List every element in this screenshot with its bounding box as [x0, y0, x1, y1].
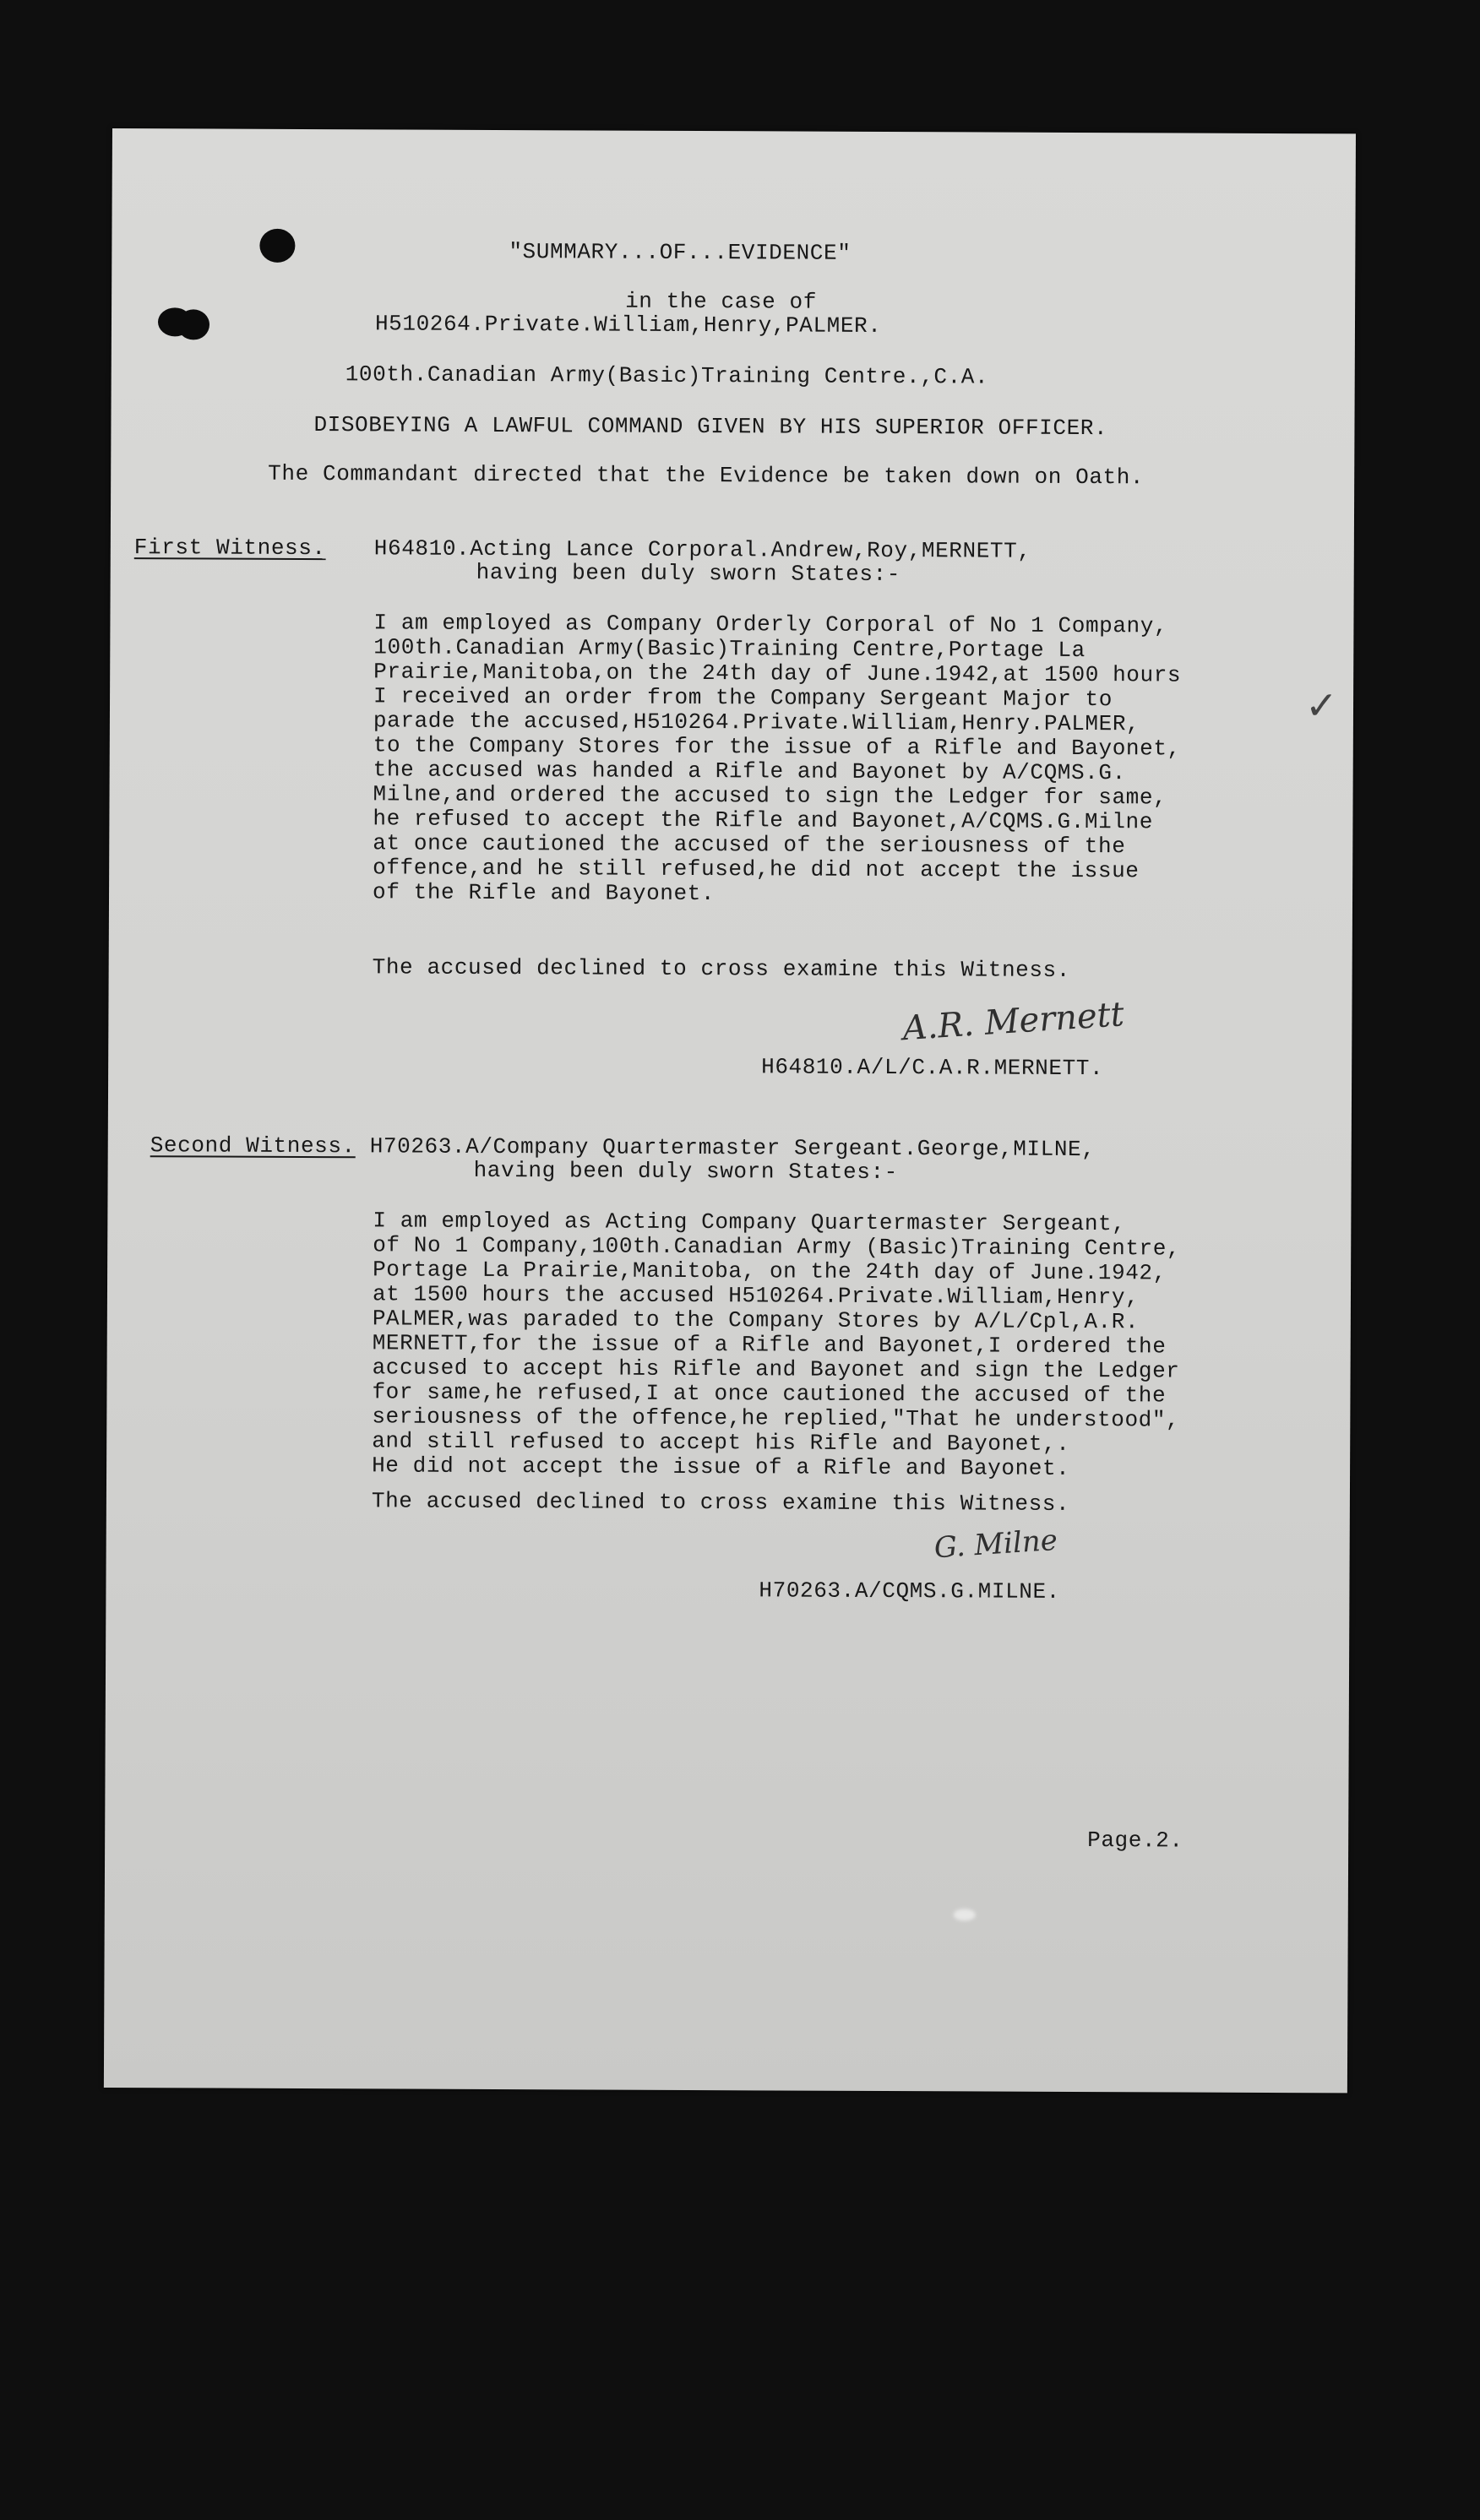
first-witness-label: First Witness.: [133, 535, 326, 562]
statement-line: I received an order from the Company Sergeant Major to: [373, 683, 1113, 713]
statement-line: and still refused to accept his Rifle and Bayonet,.: [372, 1428, 1070, 1457]
statement-line: MERNETT,for the issue of a Rifle and Bayonet,I ordered the: [372, 1330, 1167, 1360]
first-witness-declined: The accused declined to cross examine this Witness.: [372, 954, 1071, 983]
statement-line: parade the accused,H510264.Private.William,Henry.PALMER,: [373, 708, 1140, 737]
charge-line: DISOBEYING A LAWFUL COMMAND GIVEN BY HIS SUPERIOR OFFICER.: [313, 412, 1108, 442]
oath-line: The Commandant directed that the Evidence be taken down on Oath.: [268, 460, 1145, 491]
second-witness-declined: The accused declined to cross examine this Witness.: [371, 1488, 1070, 1517]
first-witness-sworn: having been duly sworn States:-: [476, 559, 901, 588]
second-witness-intro: H70263.A/Company Quartermaster Sergeant.George,MILNE,: [369, 1133, 1096, 1163]
statement-line: PALMER,was paraded to the Company Stores by A/L/Cpl,A.R.: [372, 1306, 1140, 1335]
page-number: Page.2.: [1087, 1828, 1183, 1854]
check-mark-icon: ✓: [1304, 682, 1338, 729]
statement-line: Prairie,Manitoba,on the 24th day of June.1942,at 1500 hours: [373, 659, 1182, 688]
statement-line: seriousness of the offence,he replied,"That he understood",: [372, 1404, 1180, 1433]
statement-line: I am employed as Acting Company Quartermaster Sergeant,: [373, 1208, 1126, 1237]
statement-line: I am employed as Company Orderly Corporal of No 1 Company,: [373, 610, 1168, 639]
statement-line: Portage La Prairie,Manitoba, on the 24th day of June.1942,: [373, 1257, 1167, 1286]
statement-line: of the Rifle and Bayonet.: [372, 879, 716, 907]
statement-line: he refused to accept the Rifle and Bayonet,A/CQMS.G.Milne: [373, 806, 1154, 835]
statement-line: of No 1 Company,100th.Canadian Army (Basic)Training Centre,: [373, 1232, 1181, 1262]
statement-line: for same,he refused,I at once cautioned the accused of the: [372, 1379, 1167, 1409]
unit-line: 100th.Canadian Army(Basic)Training Centre.,C.A.: [345, 361, 989, 390]
statement-line: the accused was handed a Rifle and Bayonet by A/CQMS.G.: [373, 757, 1126, 786]
second-witness-signature: G. Milne: [933, 1523, 1059, 1566]
first-witness-signature: A.R. Mernett: [901, 995, 1126, 1049]
statement-line: to the Company Stores for the issue of a Rifle and Bayonet,: [373, 732, 1181, 762]
first-witness-intro: H64810.Acting Lance Corporal.Andrew,Roy,MERNETT,: [373, 535, 1031, 564]
statement-line: at 1500 hours the accused H510264.Private.William,Henry,: [372, 1281, 1140, 1311]
punch-hole: [177, 309, 209, 339]
paper-blemish: [954, 1909, 976, 1920]
second-witness-sign-line: H70263.A/CQMS.G.MILNE.: [759, 1578, 1060, 1605]
statement-line: 100th.Canadian Army(Basic)Training Centre,Portage La: [373, 634, 1086, 664]
punch-hole: [259, 229, 295, 263]
statement-line: accused to accept his Rifle and Bayonet and sign the Ledger: [372, 1355, 1180, 1384]
case-intro: in the case of: [625, 288, 818, 315]
statement-line: Milne,and ordered the accused to sign the Ledger for same,: [373, 781, 1167, 811]
second-witness-label: Second Witness.: [150, 1132, 356, 1160]
accused-line: H510264.Private.William,Henry,PALMER.: [374, 311, 882, 339]
statement-line: at once cautioned the accused of the seriousness of the: [373, 830, 1126, 860]
document-page: [104, 128, 1356, 2093]
second-witness-sworn: having been duly sworn States:-: [473, 1157, 898, 1186]
document-title: "SUMMARY...OF...EVIDENCE": [509, 239, 852, 266]
statement-line: offence,and he still refused,he did not accept the issue: [373, 855, 1140, 884]
statement-line: He did not accept the issue of a Rifle and Bayonet.: [372, 1453, 1070, 1481]
first-witness-sign-line: H64810.A/L/C.A.R.MERNETT.: [761, 1054, 1104, 1082]
